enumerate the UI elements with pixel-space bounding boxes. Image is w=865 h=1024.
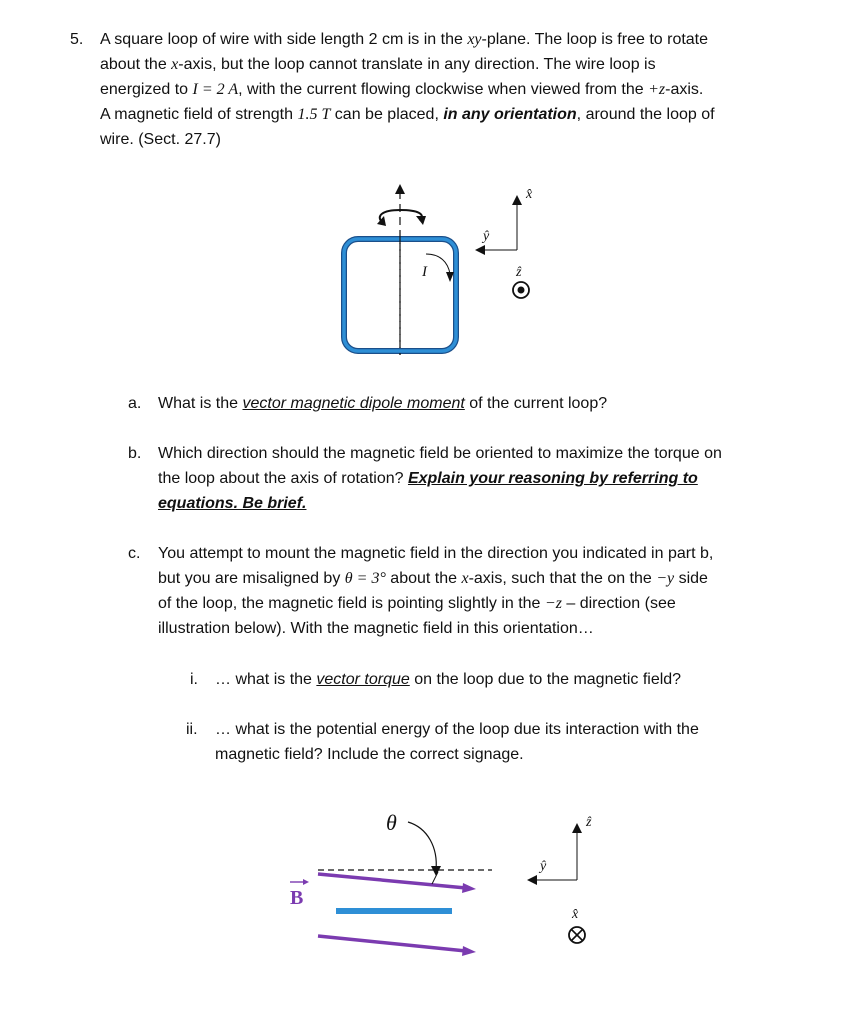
axis-arrowhead	[395, 184, 405, 194]
intro-line-5: wire. (Sect. 27.7)	[100, 131, 221, 148]
math-eq: 1.5 T	[297, 106, 331, 123]
intro-text: about the	[100, 56, 172, 73]
part-c-text: of the loop, the magnetic field is pointing slightly in the	[158, 595, 545, 612]
intro-text: energized to	[100, 81, 193, 98]
sub-i-label: i.	[190, 671, 198, 688]
part-c-text: side	[674, 570, 708, 587]
loop-edge-view	[336, 908, 452, 914]
part-c-text: – direction (see	[561, 595, 676, 612]
current-label: I	[422, 264, 427, 280]
intro-text: A square loop of wire with side length 2 cm is in the	[100, 31, 468, 48]
intro-text: can be placed,	[330, 106, 444, 123]
part-a-text	[158, 394, 607, 414]
figure-1-loop-diagram	[330, 180, 560, 360]
math-var: xy	[467, 31, 482, 48]
math-eq: I = 2 A	[192, 81, 239, 98]
part-c-line-1: You attempt to mount the magnetic field in the direction you indicated in part b,	[158, 545, 714, 562]
intro-text: -axis, but the loop cannot translate in any direction. The wire loop is	[178, 56, 656, 73]
y-axis-label: ŷ	[483, 229, 490, 244]
part-c-label: c.	[128, 545, 141, 562]
intro-text: , with the current flowing clockwise when viewed from the	[238, 81, 649, 98]
part-a-label: a.	[128, 395, 142, 412]
part-c-line-2	[158, 569, 708, 589]
part-c-text: about the	[385, 570, 462, 587]
z-axis-label: ẑ	[516, 265, 522, 280]
part-b-instruction: equations. Be brief.	[158, 495, 307, 512]
rotation-arrow	[380, 210, 422, 222]
part-a-underlined: vector magnetic dipole moment	[242, 395, 465, 412]
part-c-text: -axis, such that the on the	[468, 570, 657, 587]
intro-line-2	[100, 55, 656, 75]
part-b-line-3	[158, 494, 306, 514]
part-c-line-4: illustration below). With the magnetic field in this orientation…	[158, 620, 594, 637]
intro-line-1	[100, 30, 708, 50]
field-line-lower	[318, 936, 466, 951]
problem-number: 5.	[70, 31, 84, 48]
intro-text: A magnetic field of strength	[100, 106, 298, 123]
field-line-upper	[318, 874, 466, 888]
math-eq: θ = 3°	[344, 570, 386, 587]
angle-arrow	[408, 822, 436, 870]
z-axis-label: ẑ	[586, 815, 592, 830]
sub-ii-line-1: … what is the potential energy of the loop due its interaction with the	[215, 721, 699, 738]
emphasis-text: in any orientation	[443, 106, 577, 123]
part-b-line-2	[158, 469, 698, 489]
current-direction-arrow	[426, 254, 450, 274]
intro-text: , around the loop of	[576, 106, 715, 123]
part-b-instruction: Explain your reasoning by referring to	[407, 470, 698, 487]
field-label: B	[290, 887, 304, 909]
math-var: x	[171, 56, 179, 73]
intro-line-3	[100, 80, 703, 100]
math-var: −y	[656, 570, 675, 587]
intro-text: -plane. The loop is free to rotate	[481, 31, 709, 48]
sub-i-text-start: … what is the	[215, 671, 317, 688]
theta-label: θ	[386, 810, 397, 835]
math-var: −z	[544, 595, 562, 612]
figure-2-field-diagram	[270, 800, 610, 970]
part-b-text: the loop about the axis of rotation?	[158, 470, 408, 487]
part-a-text-end: of the current loop?	[464, 395, 608, 412]
x-axis-label: x̂	[572, 907, 579, 922]
part-c-line-3	[158, 594, 676, 614]
intro-text: -axis.	[665, 81, 704, 98]
part-c-text: but you are misaligned by	[158, 570, 345, 587]
math-var: +z	[648, 81, 666, 98]
math-var: x	[461, 570, 469, 587]
sub-ii-label: ii.	[186, 721, 198, 738]
sub-i-text-end: on the loop due to the magnetic field?	[409, 671, 682, 688]
intro-line-4	[100, 105, 715, 125]
part-b-line-1: Which direction should the magnetic field be oriented to maximize the torque on	[158, 445, 722, 462]
sub-i-text	[215, 670, 681, 690]
part-a-text-start: What is the	[158, 395, 243, 412]
x-axis-label: x̂	[526, 187, 533, 202]
sub-ii-line-2: magnetic field? Include the correct signage.	[215, 746, 524, 763]
y-axis-label: ŷ	[540, 859, 547, 874]
sub-i-underlined: vector torque	[316, 671, 410, 688]
part-b-label: b.	[128, 445, 142, 462]
